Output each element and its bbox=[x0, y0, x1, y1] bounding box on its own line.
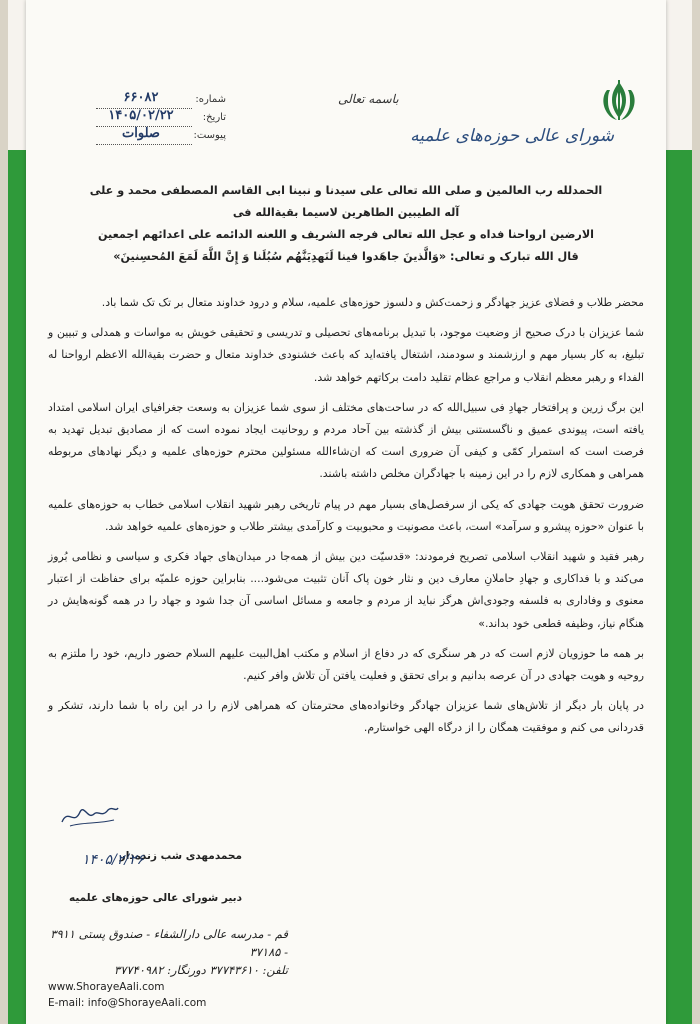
body-paragraph: محضر طلاب و فضلای عزیز جهادگر و زحمت‌کش و دلسوز حوزه‌های علمیه، سلام و درود خداوند متعال بر تک تک شما باد. bbox=[101, 296, 644, 309]
footer-phones: تلفن: ۳۷۷۴۳۶۱۰ دورنگار: ۳۷۷۴۰۹۸۲ bbox=[114, 963, 288, 977]
footer-address: قم - مدرسه عالی دارالشفاء - صندوق پستی ۳۹۱۱ - ۳۷۱۸۵ bbox=[50, 927, 288, 959]
footer-website: www.ShorayeAali.com bbox=[48, 981, 165, 993]
handwritten-signature bbox=[58, 800, 122, 830]
handwritten-date: ۱۴۰۵/۲/۲۶ bbox=[82, 852, 145, 868]
body-paragraph: ضرورت تحقق هویت جهادی که یکی از سرفصل‌های بسیار مهم در پیام تاریخی رهبر شهید انقلاب اسلامی خطاب به حوزه‌های علمیه با عنوان «حوزه پیشرو و سرآمد» است، باعث مصونیت و محبوبیت و کارآمدی بیشتر طلاب و حوزه‌های علمیه خواهد شد. bbox=[48, 497, 644, 533]
letter-date-value: ۱۴۰۵/۰۲/۲۲ bbox=[108, 108, 174, 123]
signatory-title: دبیر شورای عالی حوزه‌های علمیه bbox=[68, 892, 242, 904]
letter-date-label: تاریخ: bbox=[202, 112, 226, 123]
opening-invocation bbox=[86, 180, 606, 268]
quran-verse: قال الله تبارک و تعالی: «وَالَّذینَ جاهَدوا فینا لَنَهدِیَنَّهُم سُبُلَنا وَ إِنَّ اللَّهَ لَمَعَ المُحسِنینَ» bbox=[113, 250, 579, 263]
footer-email: E-mail: info@ShorayeAali.com bbox=[48, 997, 207, 1009]
letter-footer bbox=[48, 925, 288, 1011]
iran-emblem-icon bbox=[598, 78, 640, 122]
body-paragraph: رهبر فقید و شهید انقلاب اسلامی تصریح فرمودند: «قدسیّت دین بیش از همه‌جا در میدان‌های جهاد فکری و سیاسی و نظامی بُروز می‌کند و با فداکاری و جهادِ حاملانِ معارف دین و نثار خون پاک آنان تثبیت می‌شود.... بنابراین حوزه علمیّه برای حفاظت از اعتبار معنوی و وفاداری به فلسفه وجودی‌اش هرگز نباید از مردم و جامعه و مسائل اساسی آن جدا شود و جهاد را در همه گونه‌هایش در هنگام نیاز، وظیفه قطعی خود بداند.» bbox=[48, 550, 644, 630]
letter-attachment-label: پیوست: bbox=[193, 130, 226, 141]
letter-number-value: ۶۶۰۸۲ bbox=[123, 90, 159, 105]
letter-attachment-value: صلوات bbox=[122, 126, 160, 141]
signatory-name: محمدمهدی شب زنده‌دار bbox=[119, 850, 242, 862]
document-page bbox=[8, 0, 692, 1024]
letter-attachment-line bbox=[96, 144, 192, 145]
opening-line-1: الحمدلله رب العالمین و صلی الله تعالی علی سیدنا و نبینا ابی القاسم المصطفی محمد و علی آله الطیبین الطاهرین لاسیما بقیةالله فی bbox=[89, 184, 603, 219]
letter-number-label: شماره: bbox=[195, 94, 226, 105]
basmala-heading: باسمه تعالی bbox=[338, 92, 399, 106]
opening-line-2: الارضین ارواحنا فداه و عجل الله تعالی فرجه الشریف و اللعنه الدائمه علی اعدائهم اجمعین bbox=[97, 228, 595, 241]
body-paragraph: بر همه ما حوزویان لازم است که در هر سنگری که در دفاع از اسلام و مکتب اهل‌البیت علیهم السلام حضور داریم، خود را ملتزم به روحیه و هویت جهادی در آن عرصه بدانیم و برای تحقق و فعلیت یافتن آن تلاش وافر کنیم. bbox=[48, 646, 644, 683]
letter-attachment-row bbox=[96, 128, 226, 146]
body-paragraph: این برگ زرین و پرافتخار جهادِ فی سبیل‌الله که در ساحت‌های مختلف از سوی شما عزیزان به وسعت جغرافیای ایران اسلامی امتداد یافته است، پیوندی عمیق و ناگسستنی بیش از گذشته بین آحاد مردم و روحانیت ایجاد نموده است که از مصادیق تبدیل تهدید به فرصت است که استمرار کمّی و کیفی آن ضروری است که ان‌شاءالله مسئولین محترم حوزه‌های علمیه و دیگر نهادهای مربوطه همراهی و همکاری لازم را در این زمینه با جهادگران مخلص داشته باشند. bbox=[48, 400, 644, 481]
body-paragraph: در پایان بار دیگر از تلاش‌های شما عزیزان جهادگر وخانواده‌های محترمتان که همراهی لازم را در این راه با شما دارند، تشکر و قدردانی می کنم و موفقیت همگان را از درگاه الهی خواستارم. bbox=[48, 699, 644, 735]
body-paragraph: شما عزیزان با درک صحیح از وضعیت موجود، با تبدیل برنامه‌های تحصیلی و تدریسی و تحقیقی خویش به مواسات و همدلی و تبیین و تبلیغ، به کار بسیار مهم و ارزشمند و سودمند، اشتغال یافته‌اید که باعث خشنودی خداوند متعال و حضرت بقیةالله الاعظم ارواحنا له الفداء و رهبر معظم انقلاب و مراجع عظام تقلید دامت برکاتهم خواهد شد. bbox=[48, 326, 644, 384]
letter-body bbox=[48, 292, 644, 748]
council-name-logotype: شورای عالی حوزه‌های علمیه bbox=[410, 126, 614, 146]
letter-sheet bbox=[26, 0, 666, 1024]
